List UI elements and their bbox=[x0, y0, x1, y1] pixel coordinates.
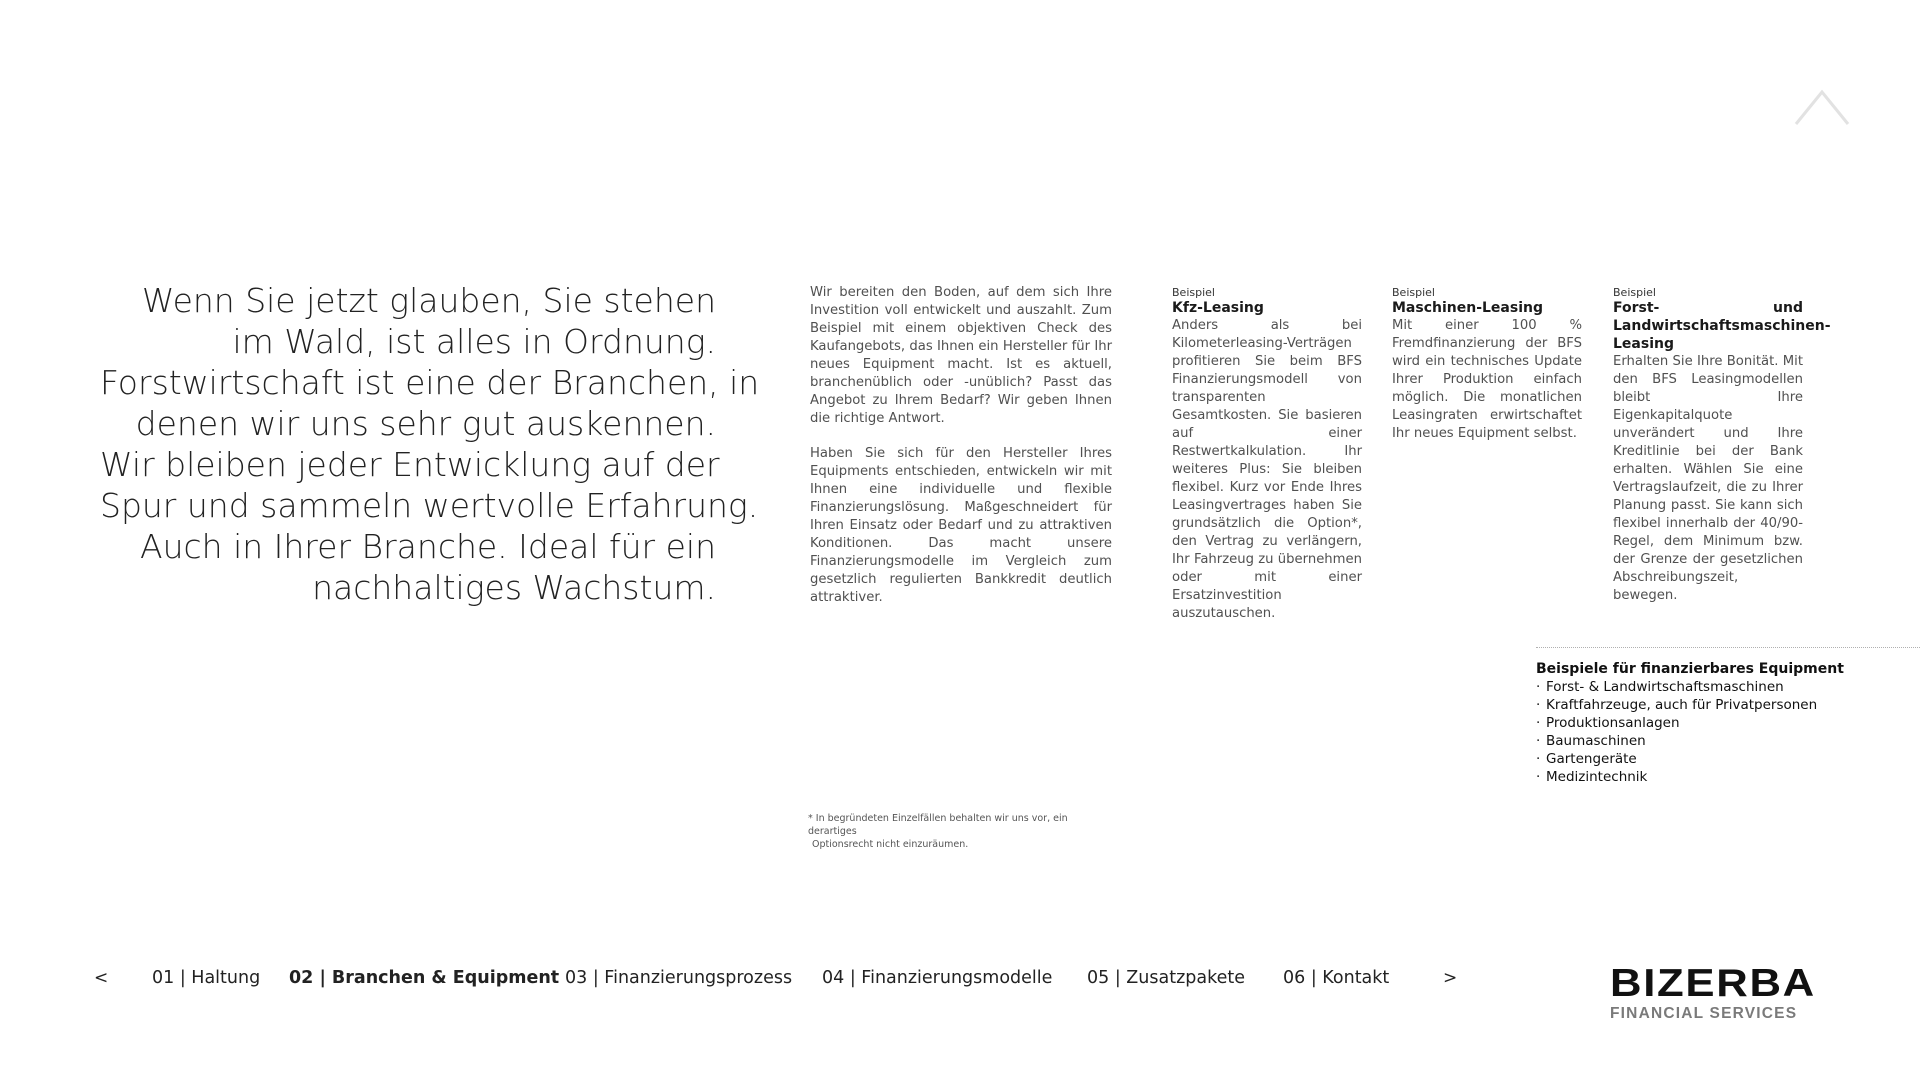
headline bbox=[100, 280, 760, 608]
footnote-line: Optionsrecht nicht einzuräumen. bbox=[812, 839, 969, 850]
footnote bbox=[808, 812, 1108, 851]
equipment-list bbox=[1536, 678, 1920, 786]
equipment-item: · Medizintechnik bbox=[1536, 768, 1920, 786]
example-maschinen-leasing bbox=[1392, 286, 1582, 460]
intro-paragraph: Wir bereiten den Boden, auf dem sich Ihre Investition voll entwickelt und auszahlt. Zum Beispiel mit einem objektiven Check des Kaufangebots, das Ihnen ein Hersteller für Ihr neues Equipment macht. Ist es aktuell, branchenüblich oder -unüblich? Passt das Angebot zu Ihrem Bedarf? Wir geben Ihnen die richtige Antwort. bbox=[810, 285, 1112, 426]
nav-item-haltung[interactable]: 01 | Haltung bbox=[152, 968, 261, 988]
headline-line: denen wir uns sehr gut auskennen. bbox=[135, 404, 716, 443]
equipment-item: · Kraftfahrzeuge, auch für Privatpersonen bbox=[1536, 696, 1920, 714]
next-chapter-button[interactable]: > bbox=[1443, 968, 1458, 988]
nav-item-branchen-equipment[interactable]: 02 | Branchen & Equipment bbox=[289, 968, 560, 988]
example-forst-leasing bbox=[1613, 286, 1831, 622]
equipment-item: · Baumaschinen bbox=[1536, 732, 1920, 750]
example-title: Forst- und Landwirtschaftsmaschinen-Leasing bbox=[1613, 300, 1831, 352]
example-tag: Beispiel bbox=[1613, 286, 1656, 299]
headline-line: Forstwirtschaft ist eine der Branchen, in bbox=[100, 363, 760, 402]
example-tag: Beispiel bbox=[1392, 286, 1435, 299]
nav-item-finanzierungsmodelle[interactable]: 04 | Finanzierungsmodelle bbox=[822, 968, 1053, 988]
example-title: Maschinen-Leasing bbox=[1392, 300, 1543, 316]
equipment-box bbox=[1536, 660, 1920, 786]
example-tag: Beispiel bbox=[1172, 286, 1215, 299]
nav-item-kontakt[interactable]: 06 | Kontakt bbox=[1283, 968, 1390, 988]
example-body: Erhalten Sie Ihre Bonität. Mit den BFS Leasingmodellen bleibt Ihre Eigenkapitalquote unverändert und Ihre Kreditlinie bei der Bank erhalten. Wählen Sie eine Vertragslaufzeit, die zu Ihrer Planung passt. Sie kann sich flexibel innerhalb der 40/90-Regel, dem Minimum bzw. der Grenze der gesetzlichen Abschreibungszeit, bewegen. bbox=[1613, 354, 1803, 603]
example-body: Mit einer 100 % Fremdfinanzierung der BFS wird ein technisches Update Ihrer Produktion einfach möglich. Die monatlichen Leasingraten erwirtschaftet Ihr neues Equipment selbst. bbox=[1392, 318, 1582, 441]
headline-line: Auch in Ihrer Branche. Ideal für ein bbox=[140, 527, 716, 566]
headline-line: Spur und sammeln wertvolle Erfahrung. bbox=[100, 486, 759, 525]
example-kfz-leasing bbox=[1172, 286, 1362, 640]
bizerba-logo bbox=[1610, 964, 1860, 1024]
scroll-top-button[interactable] bbox=[1792, 84, 1852, 128]
logo-subline: FINANCIAL SERVICES bbox=[1610, 1005, 1798, 1022]
divider bbox=[1536, 647, 1920, 648]
logo-wordmark: BIZERBA bbox=[1610, 962, 1816, 1005]
headline-line: im Wald, ist alles in Ordnung. bbox=[232, 322, 716, 361]
headline-line: nachhaltiges Wachstum. bbox=[312, 568, 716, 607]
intro-text bbox=[810, 284, 1112, 624]
nav-item-finanzierungsprozess[interactable]: 03 | Finanzierungsprozess bbox=[565, 968, 793, 988]
equipment-item: · Produktionsanlagen bbox=[1536, 714, 1920, 732]
intro-paragraph: Haben Sie sich für den Hersteller Ihres Equipments entschieden, entwickeln wir mit Ihnen eine individuelle und flexible Finanzierungslösung. Maßgeschneidert für Ihren Einsatz oder Bedarf und zu attraktiven Konditionen. Das macht unsere Finanzierungsmodelle im Vergleich zum gesetzlich regulierten Bankkredit deutlich attraktiver. bbox=[810, 446, 1112, 605]
footnote-line: * In begründeten Einzelfällen behalten wir uns vor, ein derartiges bbox=[808, 813, 1068, 837]
chevron-up-icon bbox=[1792, 84, 1852, 128]
nav-item-zusatzpakete[interactable]: 05 | Zusatzpakete bbox=[1087, 968, 1245, 988]
example-body: Anders als bei Kilometerleasing-Verträgen profitieren Sie beim BFS Finanzierungsmodell von transparenten Gesamtkosten. Sie basieren auf einer Restwertkalkulation. Ihr weiteres Plus: Sie bleiben flexibel. Kurz vor Ende Ihres Leasingvertrages haben Sie grundsätzlich die Option*, den Vertrag zu verlängern, Ihr Fahrzeug zu übernehmen oder mit einer Ersatzinvestition auszutauschen. bbox=[1172, 318, 1362, 621]
headline-line: Wenn Sie jetzt glauben, Sie stehen bbox=[141, 281, 716, 320]
equipment-item: · Forst- & Landwirtschaftsmaschinen bbox=[1536, 678, 1920, 696]
equipment-title: Beispiele für finanzierbares Equipment bbox=[1536, 661, 1844, 677]
equipment-item: · Gartengeräte bbox=[1536, 750, 1920, 768]
prev-chapter-button[interactable]: < bbox=[94, 968, 109, 988]
example-title: Kfz-Leasing bbox=[1172, 300, 1264, 316]
headline-line: Wir bleiben jeder Entwicklung auf der bbox=[100, 445, 720, 484]
chapter-nav bbox=[0, 968, 1458, 992]
